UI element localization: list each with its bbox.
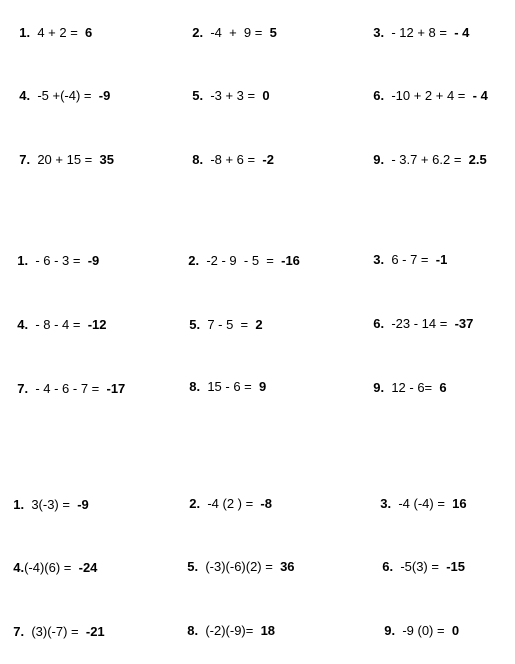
- problem-expression: (-2)(-9)=: [205, 623, 254, 638]
- problem-answer: -9: [98, 88, 111, 103]
- problem-item: [366, 236, 447, 268]
- problem-number: 7.: [17, 381, 29, 396]
- problem-item: [185, 9, 277, 41]
- problem-expression: 20 + 15 =: [37, 152, 93, 167]
- problem-number: 1.: [17, 253, 29, 268]
- problem-answer: -1: [435, 252, 448, 267]
- problem-number: 4.: [13, 560, 25, 575]
- problem-number: 1.: [19, 25, 31, 40]
- problem-answer: 2: [255, 317, 263, 332]
- problem-expression: (-4)(6) =: [24, 560, 72, 575]
- problem-number: 4.: [19, 88, 31, 103]
- problem-answer: - 4: [472, 88, 488, 103]
- problem-expression: - 8 - 4 =: [35, 317, 81, 332]
- problem-item: [6, 544, 97, 576]
- problem-answer: -12: [87, 317, 107, 332]
- problem-answer: 18: [260, 623, 276, 638]
- problem-number: 6.: [373, 316, 385, 331]
- problem-item: [10, 237, 99, 269]
- problem-item: [182, 363, 266, 395]
- problem-expression: -4 (-4) =: [398, 496, 445, 511]
- problem-answer: 6: [439, 380, 447, 395]
- problem-item: [12, 136, 114, 168]
- problem-number: 8.: [189, 379, 201, 394]
- problem-answer: - 4: [454, 25, 470, 40]
- problem-item: [366, 72, 488, 104]
- problem-answer: -9: [77, 497, 89, 512]
- problem-item: [375, 543, 465, 575]
- problem-number: 2.: [192, 25, 204, 40]
- problem-expression: 12 - 6=: [391, 380, 433, 395]
- problem-number: 8.: [192, 152, 204, 167]
- problem-expression: - 6 - 3 =: [35, 253, 81, 268]
- problem-item: [182, 480, 272, 512]
- problem-number: 5.: [192, 88, 204, 103]
- problem-item: [181, 237, 300, 269]
- problem-number: 4.: [17, 317, 29, 332]
- problem-answer: 2.5: [468, 152, 487, 167]
- problem-expression: 4 + 2 =: [37, 25, 78, 40]
- problem-answer: -17: [106, 381, 126, 396]
- problem-expression: 6 - 7 =: [391, 252, 429, 267]
- problem-expression: 7 - 5 =: [207, 317, 249, 332]
- problem-item: [377, 607, 459, 639]
- problem-number: 8.: [187, 623, 199, 638]
- problem-item: [366, 300, 473, 332]
- problem-item: [373, 480, 467, 512]
- problem-item: [12, 72, 110, 104]
- problem-expression: - 12 + 8 =: [391, 25, 447, 40]
- problem-answer: 0: [262, 88, 270, 103]
- problem-item: [10, 301, 107, 333]
- problem-item: [180, 607, 275, 639]
- problem-expression: -3 + 3 =: [210, 88, 256, 103]
- problem-answer: 5: [269, 25, 277, 40]
- problem-answer: -24: [78, 560, 98, 575]
- problem-number: 5.: [189, 317, 201, 332]
- problem-item: [366, 9, 469, 41]
- problem-number: 9.: [373, 152, 385, 167]
- problem-item: [6, 481, 89, 513]
- problem-item: [185, 136, 274, 168]
- problem-number: 6.: [373, 88, 385, 103]
- problem-answer: -15: [446, 559, 465, 574]
- problem-number: 7.: [13, 624, 25, 639]
- problem-item: [180, 543, 295, 575]
- problem-expression: (-3)(-6)(2) =: [205, 559, 273, 574]
- problem-expression: - 4 - 6 - 7 =: [35, 381, 100, 396]
- problem-number: 5.: [187, 559, 199, 574]
- problem-expression: -4 (2 ) =: [207, 496, 254, 511]
- problem-answer: 35: [99, 152, 114, 167]
- problem-number: 2.: [189, 496, 201, 511]
- problem-number: 9.: [373, 380, 385, 395]
- problem-number: 9.: [384, 623, 396, 638]
- problem-answer: 0: [451, 623, 460, 638]
- problem-answer: -2: [262, 152, 274, 167]
- problem-item: [182, 301, 263, 333]
- problem-item: [12, 9, 92, 41]
- problem-number: 3.: [373, 252, 385, 267]
- problem-answer: -37: [454, 316, 474, 331]
- problem-answer: -21: [85, 624, 105, 639]
- problem-expression: -4 + 9 =: [210, 25, 263, 40]
- problem-answer: 6: [85, 25, 93, 40]
- problem-item: [366, 364, 447, 396]
- problem-expression: -8 + 6 =: [210, 152, 256, 167]
- problem-number: 7.: [19, 152, 31, 167]
- problem-answer: 36: [280, 559, 295, 574]
- problem-number: 3.: [373, 25, 385, 40]
- problem-number: 6.: [382, 559, 394, 574]
- problem-item: [185, 72, 270, 104]
- problem-expression: -5(3) =: [400, 559, 439, 574]
- problem-expression: -9 (0) =: [402, 623, 445, 638]
- problem-expression: - 3.7 + 6.2 =: [391, 152, 462, 167]
- problem-expression: 15 - 6 =: [207, 379, 252, 394]
- problem-item: [366, 136, 487, 168]
- problem-item: [10, 365, 125, 397]
- problem-answer: -8: [260, 496, 272, 511]
- problem-expression: -2 - 9 - 5 =: [206, 253, 274, 268]
- problem-expression: 3(-3) =: [31, 497, 70, 512]
- problem-answer: -16: [281, 253, 300, 268]
- problem-expression: (3)(-7) =: [31, 624, 79, 639]
- problem-number: 3.: [380, 496, 392, 511]
- problem-answer: 16: [452, 496, 467, 511]
- problem-answer: -9: [87, 253, 100, 268]
- problem-expression: -5 +(-4) =: [37, 88, 92, 103]
- problem-item: [6, 608, 105, 640]
- problem-number: 2.: [188, 253, 200, 268]
- problem-expression: -23 - 14 =: [391, 316, 448, 331]
- problem-number: 1.: [13, 497, 25, 512]
- problem-answer: 9: [259, 379, 267, 394]
- problem-expression: -10 + 2 + 4 =: [391, 88, 466, 103]
